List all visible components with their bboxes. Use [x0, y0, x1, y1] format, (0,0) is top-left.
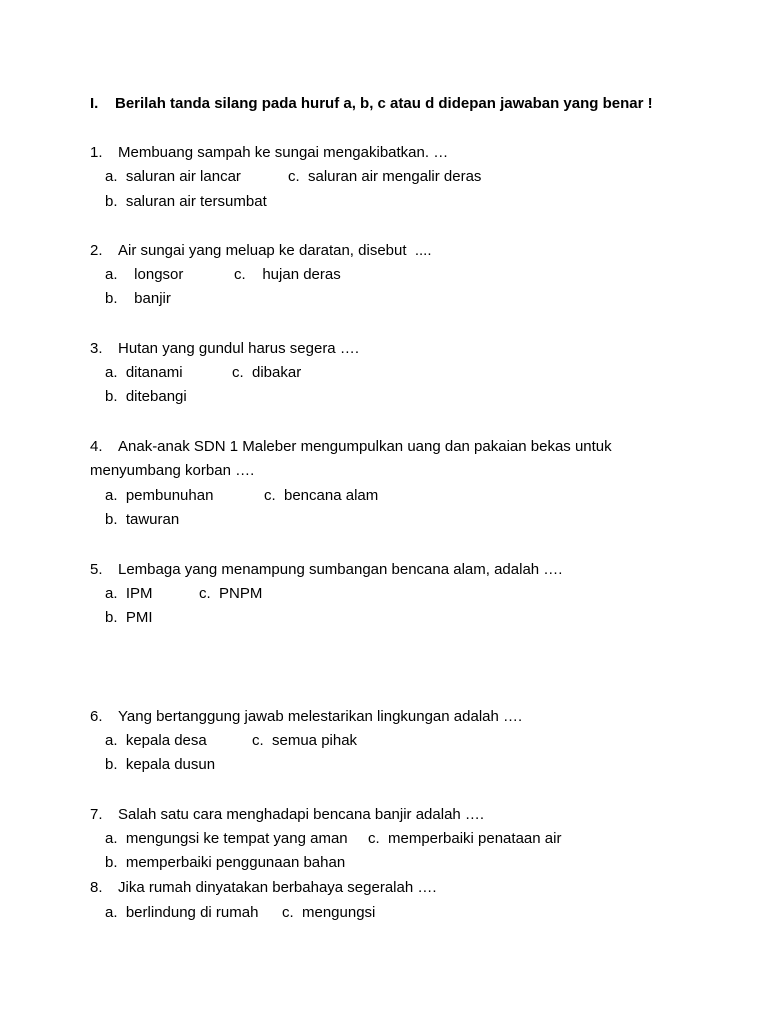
question-text: Salah satu cara menghadapi bencana banjir adalah ….: [118, 806, 485, 823]
option-a: a. longsor: [105, 266, 184, 283]
option-c: c. PNPM: [199, 585, 263, 602]
option-a: a. ditanami: [105, 364, 183, 381]
option-a: a. IPM: [105, 585, 153, 602]
question-number: 6.: [90, 708, 103, 725]
option-a: a. kepala desa: [105, 732, 207, 749]
question-number: 1.: [90, 144, 103, 161]
option-c: c. semua pihak: [252, 732, 358, 749]
section-number: I.: [90, 95, 99, 112]
option-b: b. kepala dusun: [105, 756, 216, 773]
option-c: c. hujan deras: [234, 266, 341, 283]
question-text: Jika rumah dinyatakan berbahaya segeralah ….: [118, 879, 437, 896]
option-c: c. mengungsi: [282, 904, 376, 921]
question-number: 7.: [90, 806, 103, 823]
question-number: 4.: [90, 438, 103, 455]
question-text: Membuang sampah ke sungai mengakibatkan. …: [118, 144, 449, 161]
section-instruction: Berilah tanda silang pada huruf a, b, c atau d didepan jawaban yang benar !: [115, 95, 653, 112]
option-a: a. saluran air lancar: [105, 168, 241, 185]
option-b: b. PMI: [105, 609, 153, 626]
option-b: b. banjir: [105, 290, 171, 307]
option-c: c. bencana alam: [264, 487, 379, 504]
option-b: b. tawuran: [105, 511, 180, 528]
option-b: b. saluran air tersumbat: [105, 193, 267, 210]
option-c: c. saluran air mengalir deras: [288, 168, 482, 185]
question-number: 3.: [90, 340, 103, 357]
question-number: 8.: [90, 879, 103, 896]
question-text: Yang bertanggung jawab melestarikan lingkungan adalah ….: [118, 708, 523, 725]
option-c: c. memperbaiki penataan air: [368, 830, 562, 847]
option-a: a. berlindung di rumah: [105, 904, 259, 921]
option-b: b. memperbaiki penggunaan bahan: [105, 854, 346, 871]
question-text: Lembaga yang menampung sumbangan bencana alam, adalah ….: [118, 561, 563, 578]
option-a: a. pembunuhan: [105, 487, 214, 504]
option-b: b. ditebangi: [105, 388, 187, 405]
question-number: 5.: [90, 561, 103, 578]
question-text: Air sungai yang meluap ke daratan, disebut ....: [118, 242, 432, 259]
question-text: Anak-anak SDN 1 Maleber mengumpulkan uang dan pakaian bekas untuk: [118, 438, 612, 455]
question-number: 2.: [90, 242, 103, 259]
option-a: a. mengungsi ke tempat yang aman: [105, 830, 348, 847]
question-text-continuation: menyumbang korban ….: [90, 462, 255, 479]
question-text: Hutan yang gundul harus segera ….: [118, 340, 359, 357]
option-c: c. dibakar: [232, 364, 302, 381]
